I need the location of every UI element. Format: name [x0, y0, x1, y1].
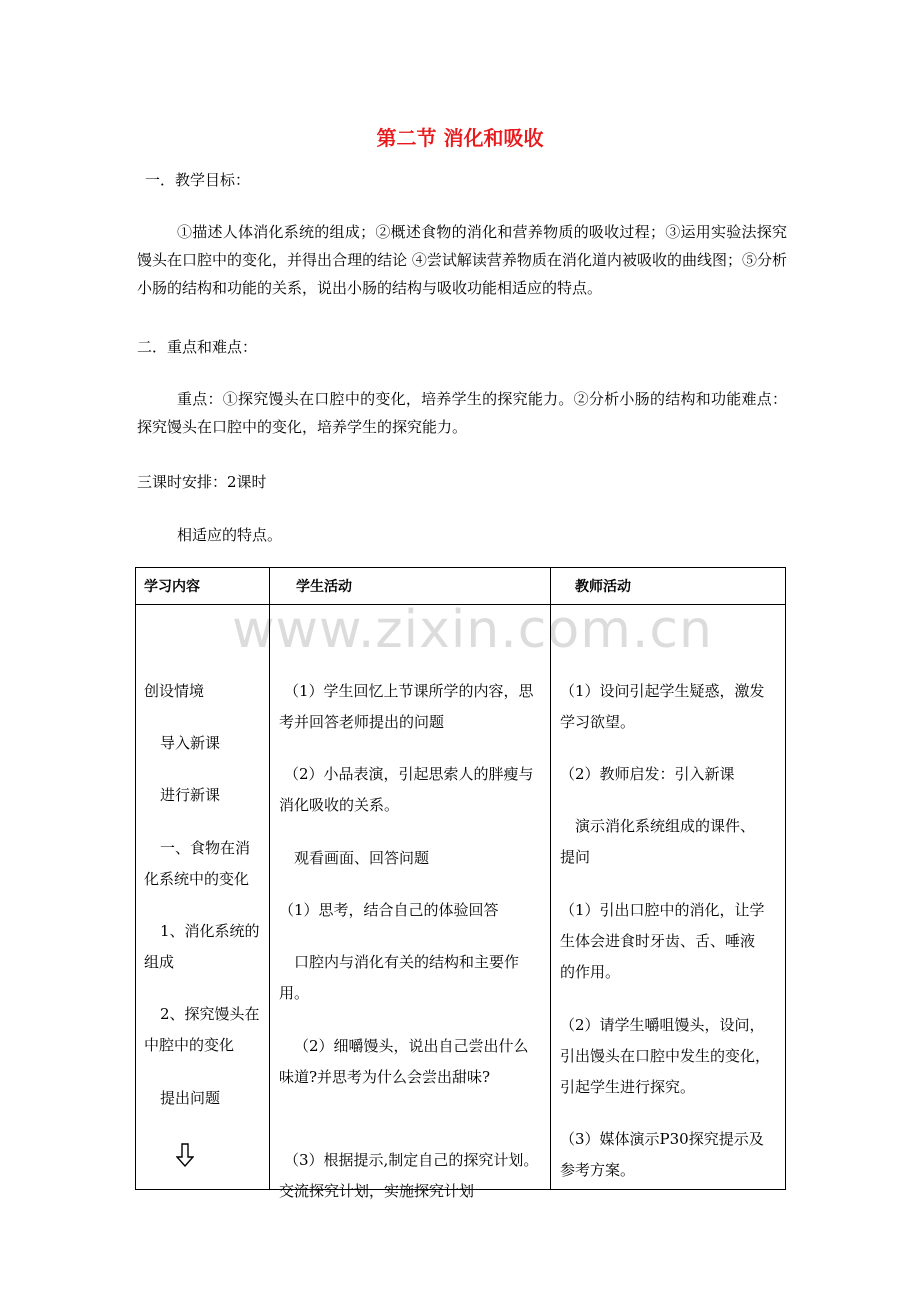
- objectives-text: ①描述人体消化系统的组成；②概述食物的消化和营养物质的吸收过程；③运用实验法探究馒头在口腔中的变化，并得出合理的结论 ④尝试解读营养物质在消化道内被吸收的曲线图；⑤分析小肠的结构和功能的关系，说出小肠的结构与吸收功能相适应的特点。: [137, 223, 787, 297]
- content-cell: [136, 605, 270, 1190]
- teacher-line: 演示消化系统组成的课件、: [575, 817, 756, 835]
- table-row: [136, 605, 786, 1190]
- header-student: 学生活动: [270, 568, 551, 605]
- student-line: 消化吸收的关系。: [279, 796, 400, 814]
- lesson-table: [135, 567, 786, 1200]
- student-line: （3）根据提示,制定自己的探究计划。: [284, 1151, 539, 1169]
- student-line: 考并回答老师提出的问题: [279, 713, 445, 731]
- content-line: 进行新课: [160, 786, 221, 804]
- header-teacher: 教师活动: [551, 568, 786, 605]
- student-line: 口腔内与消化有关的结构和主要作: [294, 953, 520, 971]
- student-line: （2）小品表演，引起思索人的胖瘦与: [284, 765, 534, 783]
- down-arrow-icon: [176, 1143, 194, 1172]
- teacher-line: （1）引出口腔中的消化，让学: [560, 901, 765, 919]
- teacher-line: 引起学生进行探究。: [560, 1078, 696, 1096]
- teacher-line: （3）媒体演示P30探究提示及: [560, 1130, 764, 1148]
- teacher-cell: [551, 605, 786, 1190]
- student-line: 用。: [279, 984, 310, 1002]
- key-points-heading: 二．重点和难点：: [137, 338, 258, 356]
- teacher-line: 引出馒头在口腔中发生的变化，: [560, 1047, 771, 1065]
- student-line: （1）学生回忆上节课所学的内容，思: [284, 682, 534, 700]
- student-cell: [270, 605, 551, 1200]
- teacher-line: 生体会进食时牙齿、舌、唾液: [560, 932, 756, 950]
- objectives-heading: 一．教学目标：: [145, 171, 251, 189]
- content-line: 创设情境: [144, 682, 205, 700]
- content-line: 组成: [144, 953, 175, 971]
- teacher-line: 的作用。: [560, 963, 621, 981]
- schedule-text: 三课时安排：2课时: [137, 473, 267, 491]
- student-line: 交流探究计划，实施探究计划: [279, 1182, 475, 1200]
- teacher-line: 学习欲望。: [560, 713, 636, 731]
- teacher-line: 参考方案。: [560, 1161, 636, 1179]
- watermark: www.zixin.com.cn: [232, 600, 713, 660]
- content-line: 中腔中的变化: [144, 1036, 235, 1054]
- table-header-row: [136, 568, 786, 605]
- key-points-text: 重点：①探究馒头在口腔中的变化，培养学生的探究能力。②分析小肠的结构和功能难点：探究馒头在口腔中的变化，培养学生的探究能力。: [137, 390, 787, 436]
- content-line: 导入新课: [160, 734, 221, 752]
- content-line: 化系统中的变化: [144, 870, 250, 888]
- teacher-line: （2）教师启发：引入新课: [560, 765, 735, 783]
- student-line: （2）细嚼馒头，说出自己尝出什么: [294, 1037, 529, 1055]
- student-line: 味道?并思考为什么会尝出甜味?: [279, 1068, 491, 1086]
- content-line: 1、消化系统的: [160, 922, 260, 940]
- student-line: 观看画面、回答问题: [294, 849, 430, 867]
- leftover-text: 相适应的特点。: [177, 526, 283, 544]
- content-line: 一、食物在消: [160, 839, 251, 857]
- header-content: 学习内容: [136, 568, 270, 605]
- student-line: （1）思考，结合自己的体验回答: [279, 901, 499, 919]
- teacher-line: 提问: [560, 848, 591, 866]
- page-title: 第二节 消化和吸收: [376, 126, 544, 150]
- content-line: 2、探究馒头在: [160, 1005, 260, 1023]
- teacher-line: （1）设问引起学生疑惑，激发: [560, 682, 765, 700]
- teacher-line: （2）请学生嚼咀馒头，设问，: [560, 1016, 765, 1034]
- content-line: 提出问题: [160, 1089, 221, 1107]
